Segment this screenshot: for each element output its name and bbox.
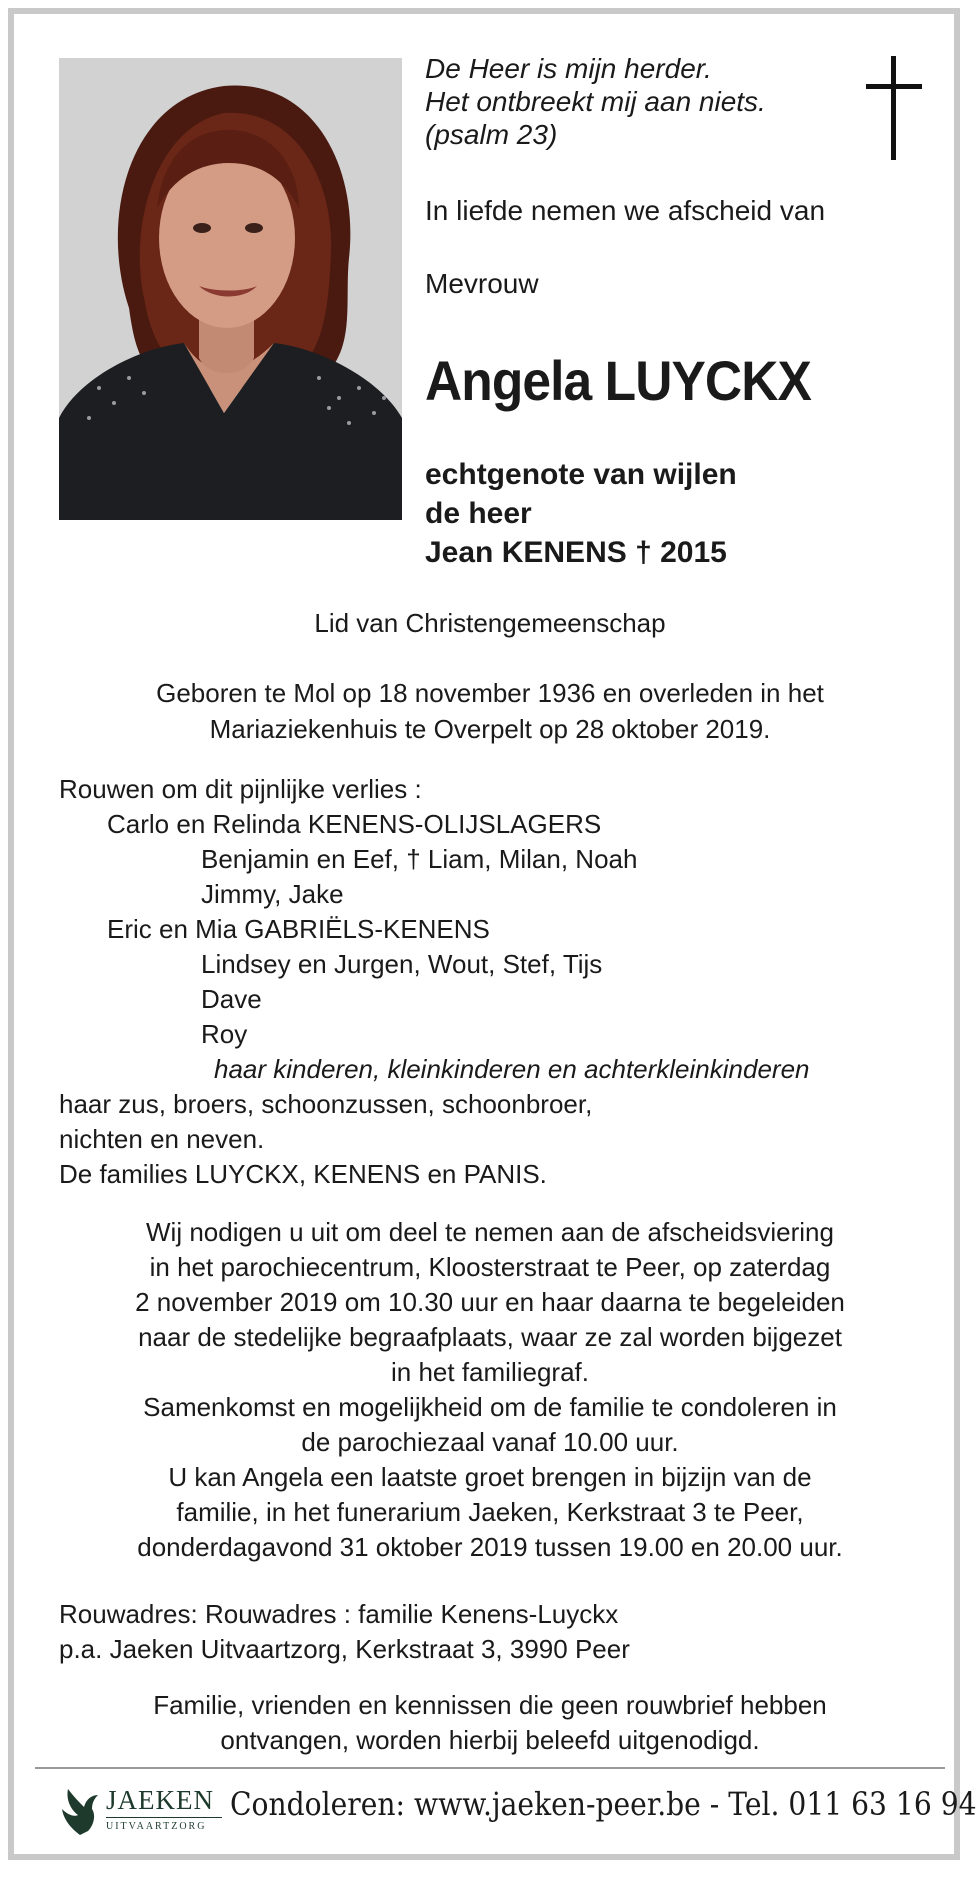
mourning-address <box>59 1597 630 1667</box>
invitation-line: Samenkomst en mogelijkheid om de familie te condoleren in <box>143 1392 837 1422</box>
membership-text: Lid van Christengemeenschap <box>314 608 666 638</box>
closing-line: Familie, vrienden en kennissen die geen rouwbrief hebben <box>153 1690 827 1720</box>
grandchildren-line: Benjamin en Eef, † Liam, Milan, Noah <box>201 844 638 874</box>
address-line: p.a. Jaeken Uitvaartzorg, Kerkstraat 3, 3990 Peer <box>59 1634 630 1664</box>
birth-death-text <box>40 675 940 747</box>
mourners-heading: Rouwen om dit pijnlijke verlies : <box>59 774 422 804</box>
relatives-line: De families LUYCKX, KENENS en PANIS. <box>59 1159 547 1189</box>
spouse-line: Jean KENENS † 2015 <box>425 536 727 569</box>
condolence-contact[interactable]: Condoleren: www.jaeken-peer.be - Tel. 011 63 16 94 <box>230 1785 977 1823</box>
dove-icon <box>58 1785 102 1837</box>
closing-note <box>40 1688 940 1758</box>
deceased-name: Angela LUYCKX <box>425 349 811 412</box>
logo-subtitle: UITVAARTZORG <box>106 1821 207 1832</box>
invitation-line: in het parochiecentrum, Kloosterstraat te Peer, op zaterdag <box>149 1252 831 1282</box>
invitation-line: 2 november 2019 om 10.30 uur en haar daarna te begeleiden <box>135 1287 845 1317</box>
family-line: Carlo en Relinda KENENS-OLIJSLAGERS <box>107 809 602 839</box>
invitation-line: donderdagavond 31 oktober 2019 tussen 19.00 en 20.00 uur. <box>137 1532 843 1562</box>
logo-name: JAEKEN <box>106 1785 214 1815</box>
invitation-line: U kan Angela een laatste groet brengen in bijzijn van de <box>168 1462 812 1492</box>
address-line: Rouwadres: Rouwadres : familie Kenens-Luyckx <box>59 1599 619 1629</box>
psalm-line: Het ontbreekt mij aan niets. <box>425 86 766 117</box>
psalm-quote <box>425 52 766 151</box>
invitation-line: de parochiezaal vanaf 10.00 uur. <box>301 1427 679 1457</box>
family-line: Eric en Mia GABRIËLS-KENENS <box>107 914 490 944</box>
footer-divider <box>35 1767 945 1769</box>
closing-line: ontvangen, worden hierbij beleefd uitgenodigd. <box>220 1725 760 1755</box>
cross-icon <box>866 56 922 160</box>
born-line: Geboren te Mol op 18 november 1936 en overleden in het <box>156 678 824 708</box>
invitation-line: familie, in het funerarium Jaeken, Kerkstraat 3 te Peer, <box>176 1497 804 1527</box>
grandchildren-line: Lindsey en Jurgen, Wout, Stef, Tijs <box>201 949 603 979</box>
grandchildren-line: Dave <box>201 984 262 1014</box>
invitation-line: in het familiegraf. <box>391 1357 589 1387</box>
spouse-line: de heer <box>425 497 532 530</box>
intro-text: In liefde nemen we afscheid van <box>425 195 826 226</box>
jaeken-logo <box>58 1781 226 1841</box>
grandchildren-line: Jimmy, Jake <box>201 879 344 909</box>
psalm-line: (psalm 23) <box>425 119 558 150</box>
logo-underline <box>106 1817 222 1818</box>
relatives-line: nichten en neven. <box>59 1124 265 1154</box>
mourners-list <box>59 772 810 1192</box>
spouse-line: echtgenote van wijlen <box>425 458 737 491</box>
descendants-line: haar kinderen, kleinkinderen en achterkleinkinderen <box>214 1054 810 1084</box>
portrait-photo <box>59 58 402 520</box>
invitation-line: Wij nodigen u uit om deel te nemen aan de afscheidsviering <box>146 1217 834 1247</box>
honorific: Mevrouw <box>425 268 539 299</box>
born-line: Mariaziekenhuis te Overpelt op 28 oktober 2019. <box>209 714 771 744</box>
ceremony-invitation <box>40 1215 940 1565</box>
psalm-line: De Heer is mijn herder. <box>425 53 712 84</box>
relatives-line: haar zus, broers, schoonzussen, schoonbroer, <box>59 1089 593 1119</box>
invitation-line: naar de stedelijke begraafplaats, waar ze zal worden bijgezet <box>138 1322 842 1352</box>
grandchildren-line: Roy <box>201 1019 248 1049</box>
spouse-block <box>425 455 737 572</box>
